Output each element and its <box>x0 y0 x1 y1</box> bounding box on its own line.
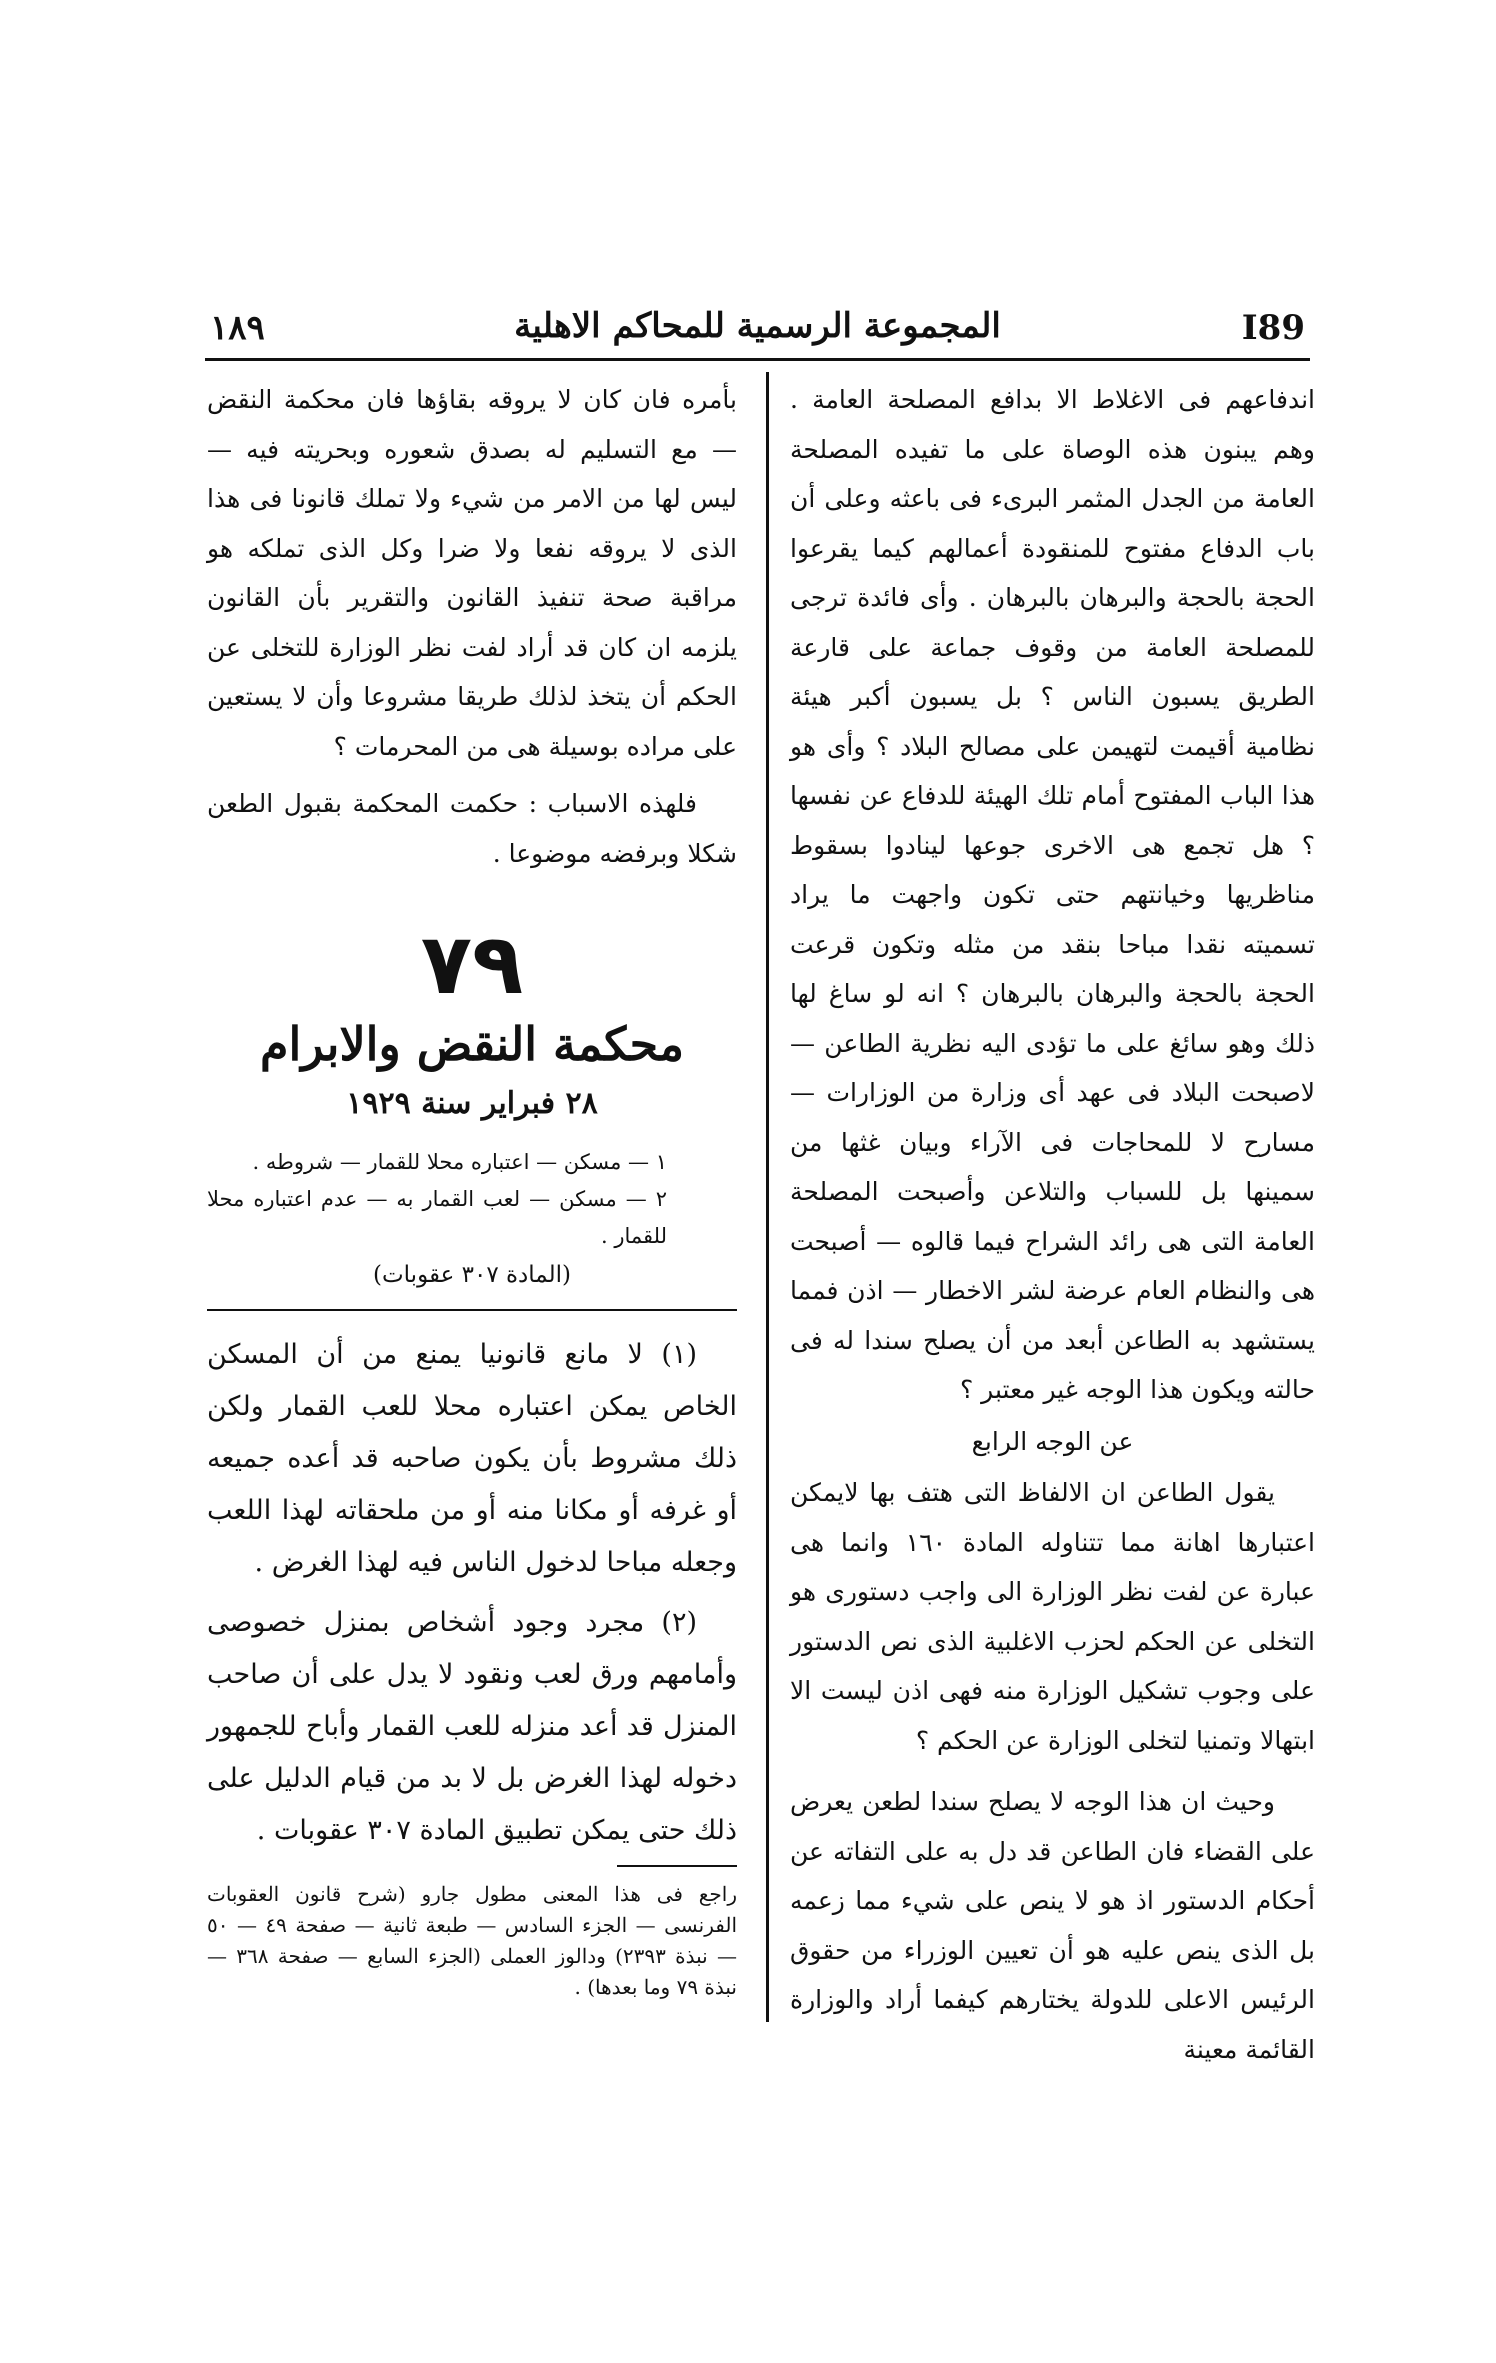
topic-reference: (المادة ٣٠٧ عقوبات) <box>373 1262 571 1288</box>
section-subheading: عن الوجه الرابع <box>971 1426 1134 1456</box>
judgment-date: ٢٨ فبراير سنة ١٩٢٩ <box>346 1086 598 1121</box>
page-header <box>205 300 1310 360</box>
left-column <box>207 375 737 2003</box>
topic-item: ٢ — مسكن — لعب القمار به — عدم اعتباره محلا للقمار . <box>207 1187 667 1248</box>
header-divider <box>205 358 1310 361</box>
footnote-divider <box>617 1865 737 1867</box>
topics-list <box>207 1144 737 1255</box>
body-paragraph: بأمره فان كان لا يروقه بقاؤها فان محكمة النقض — مع التسليم له بصدق شعوره وبحريته فيه — ليس لها من الامر من شيء ولا تملك قانونا فى هذا الذى لا يروقه نفعا ولا ضرا وكل الذى تملكه هو مراقبة صحة تنفيذ القانون والتقرير بأن القانون يلزمه ان كان قد أراد لفت نظر الوزارة للتخلى عن الحكم أن يتخذ لذلك طريقا مشروعا وأن لا يستعين على مراده بوسيلة هى من المحرمات ؟ <box>207 385 737 761</box>
topic-item: ١ — مسكن — اعتباره محلا للقمار — شروطه . <box>252 1150 667 1174</box>
court-name: محكمة النقض والابرام <box>260 1017 684 1071</box>
case-number: ٧٩ <box>420 915 524 1013</box>
section-divider <box>207 1309 737 1311</box>
page-number-latin: I89 <box>1241 308 1305 348</box>
legal-holding: (١) لا مانع قانونيا يمنع من أن المسكن الخاص يمكن اعتباره محلا للعب القمار ولكن ذلك مشروط بأن يكون صاحبه قد أعده جميعه أو غرفه أو مكانا منه أو من ملحقاته لهذا اللعب وجعله مباحا لدخول الناس فيه لهذا الغرض . <box>207 1339 737 1578</box>
legal-holding: (٢) مجرد وجود أشخاص بمنزل خصوصى وأمامهم ورق لعب ونقود لا يدل على أن صاحب المنزل قد أعد منزله للعب القمار وأباح للجمهور دخوله لهذا الغرض بل لا بد من قيام الدليل على ذلك حتى يمكن تطبيق المادة ٣٠٧ عقوبات . <box>207 1607 737 1846</box>
column-divider <box>766 372 769 2022</box>
publication-title: المجموعة الرسمية للمحاكم الاهلية <box>514 306 1001 346</box>
body-paragraph: وحيث ان هذا الوجه لا يصلح سندا لطعن يعرض على القضاء فان الطاعن قد دل به على التفاته عن أحكام الدستور اذ هو لا ينص على شيء مما زعمه بل الذى ينص عليه هو أن تعيين الوزراء من حقوق الرئيس الاعلى للدولة يختارهم كيفما أراد والوزارة القائمة معينة <box>790 1787 1315 2064</box>
right-column <box>790 375 1315 2074</box>
page-number-arabic: ١٨٩ <box>210 308 265 348</box>
footnote: راجع فى هذا المعنى مطول جارو (شرح قانون العقوبات الفرنسى — الجزء السادس — طبعة ثانية — صفحة ٤٩ — ٥٠ — نبذة ٢٣٩٣) ودالوز العملى (الجزء السابع — صفحة ٣٦٨ — نبذة ٧٩ وما بعدها) . <box>207 1882 738 1999</box>
body-paragraph: يقول الطاعن ان الالفاظ التى هتف بها لايمكن اعتبارها اهانة مما تتناوله المادة ١٦٠ وانما هى عبارة عن لفت نظر الوزارة الى واجب دستورى هو التخلى عن الحكم لحزب الاغلبية الذى نص الدستور على وجوب تشكيل الوزارة منه فهى اذن ليست الا ابتهالا وتمنيا لتخلى الوزارة عن الحكم ؟ <box>790 1478 1315 1755</box>
judgment-conclusion: فلهذه الاسباب : حكمت المحكمة بقبول الطعن شكلا وبرفضه موضوعا . <box>207 789 737 868</box>
body-paragraph: اندفاعهم فى الاغلاط الا بدافع المصلحة العامة . وهم يبنون هذه الوصاة على ما تفيده المصلحة العامة من الجدل المثمر البرىء فى باعثه وعلى أن باب الدفاع مفتوح للمنقودة أعمالهم كيما يقرعوا الحجة بالحجة والبرهان بالبرهان . وأى فائدة ترجى للمصلحة العامة من وقوف جماعة على قارعة الطريق يسبون الناس ؟ بل يسبون أكبر هيئة نظامية أقيمت لتهيمن على مصالح البلاد ؟ وأى هو هذا الباب المفتوح أمام تلك الهيئة للدفاع عن نفسها ؟ هل تجمع هى الاخرى جوعها لينادوا بسقوط مناظريها وخيانتهم حتى تكون واجهت ما يراد تسميته نقدا مباحا بنقد من مثله وتكون قرعت الحجة بالحجة والبرهان بالبرهان ؟ انه لو ساغ لها ذلك وهو سائغ على ما تؤدى اليه نظرية الطاعن — لاصبحت البلاد فى عهد أى وزارة من الوزارات — مسارح لا للمحاجات فى الآراء وبيان غثها من سمينها بل للسباب والتلاعن وأصبحت المصلحة العامة التى هى رائد الشراح فيما قالوه — أصبحت هى والنظام العام عرضة لشر الاخطار — اذن فمما يستشهد به الطاعن أبعد من أن يصلح سندا له فى حالته ويكون هذا الوجه غير معتبر ؟ <box>790 385 1315 1404</box>
